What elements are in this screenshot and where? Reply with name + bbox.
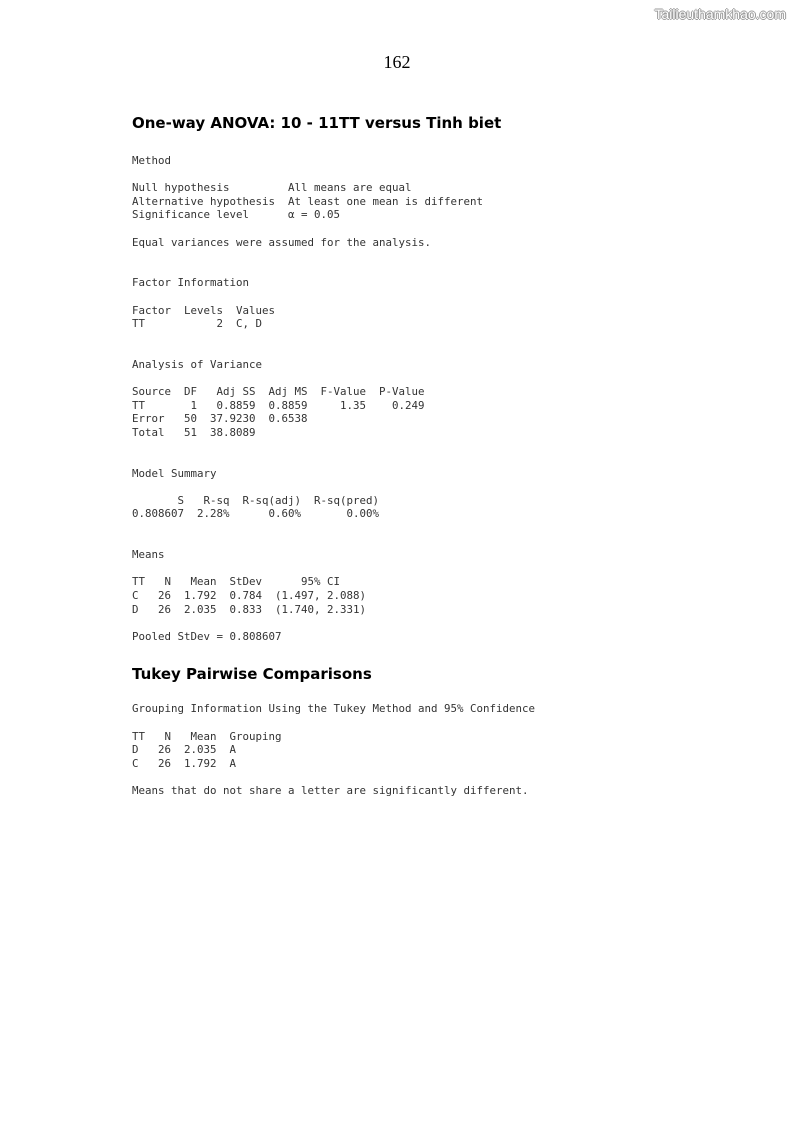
grouping-line: TT N Mean Grouping <box>132 729 282 743</box>
factor-line: Factor Levels Values <box>132 303 276 317</box>
document-content <box>132 114 752 798</box>
means-heading: Means <box>132 548 165 562</box>
model-line: 0.808607 2.28% 0.60% 0.00% <box>132 507 380 521</box>
factor-heading: Factor Information <box>132 276 250 290</box>
grouping-line: D 26 2.035 A <box>132 743 237 757</box>
factor-line: TT 2 C, D <box>132 317 263 331</box>
variance-line: Source DF Adj SS Adj MS F-Value P-Value <box>132 385 425 399</box>
tukey-note: Means that do not share a letter are significantly different. <box>132 783 529 797</box>
method-line: Significance level α = 0.05 <box>132 208 341 222</box>
method-heading: Method <box>132 154 172 167</box>
anova-title: One-way ANOVA: 10 - 11TT versus Tinh biet <box>132 114 502 132</box>
watermark: Tailieuthamkhao.com <box>654 6 786 22</box>
grouping-heading: Grouping Information Using the Tukey Method and 95% Confidence <box>132 702 536 716</box>
variance-line: Total 51 38.8089 <box>132 425 256 439</box>
means-line: TT N Mean StDev 95% CI <box>132 575 341 589</box>
model-heading: Model Summary <box>132 466 217 480</box>
means-line: C 26 1.792 0.784 (1.497, 2.088) <box>132 589 367 602</box>
means-line: D 26 2.035 0.833 (1.740, 2.331) <box>132 602 367 616</box>
tukey-title: Tukey Pairwise Comparisons <box>132 665 372 684</box>
page-number: 162 <box>383 52 411 72</box>
variance-line: TT 1 0.8859 0.8859 1.35 0.249 <box>132 398 425 412</box>
grouping-line: C 26 1.792 A <box>132 756 237 770</box>
model-line: S R-sq R-sq(adj) R-sq(pred) <box>132 493 380 507</box>
method-line: Alternative hypothesis At least one mean is different <box>132 194 484 208</box>
variance-line: Error 50 37.9230 0.6538 <box>132 412 308 426</box>
method-line: Null hypothesis All means are equal <box>132 181 412 195</box>
variance-heading: Analysis of Variance <box>132 357 263 371</box>
assumption-text: Equal variances were assumed for the analysis. <box>132 235 432 249</box>
pooled-stdev: Pooled StDev = 0.808607 <box>132 629 282 643</box>
